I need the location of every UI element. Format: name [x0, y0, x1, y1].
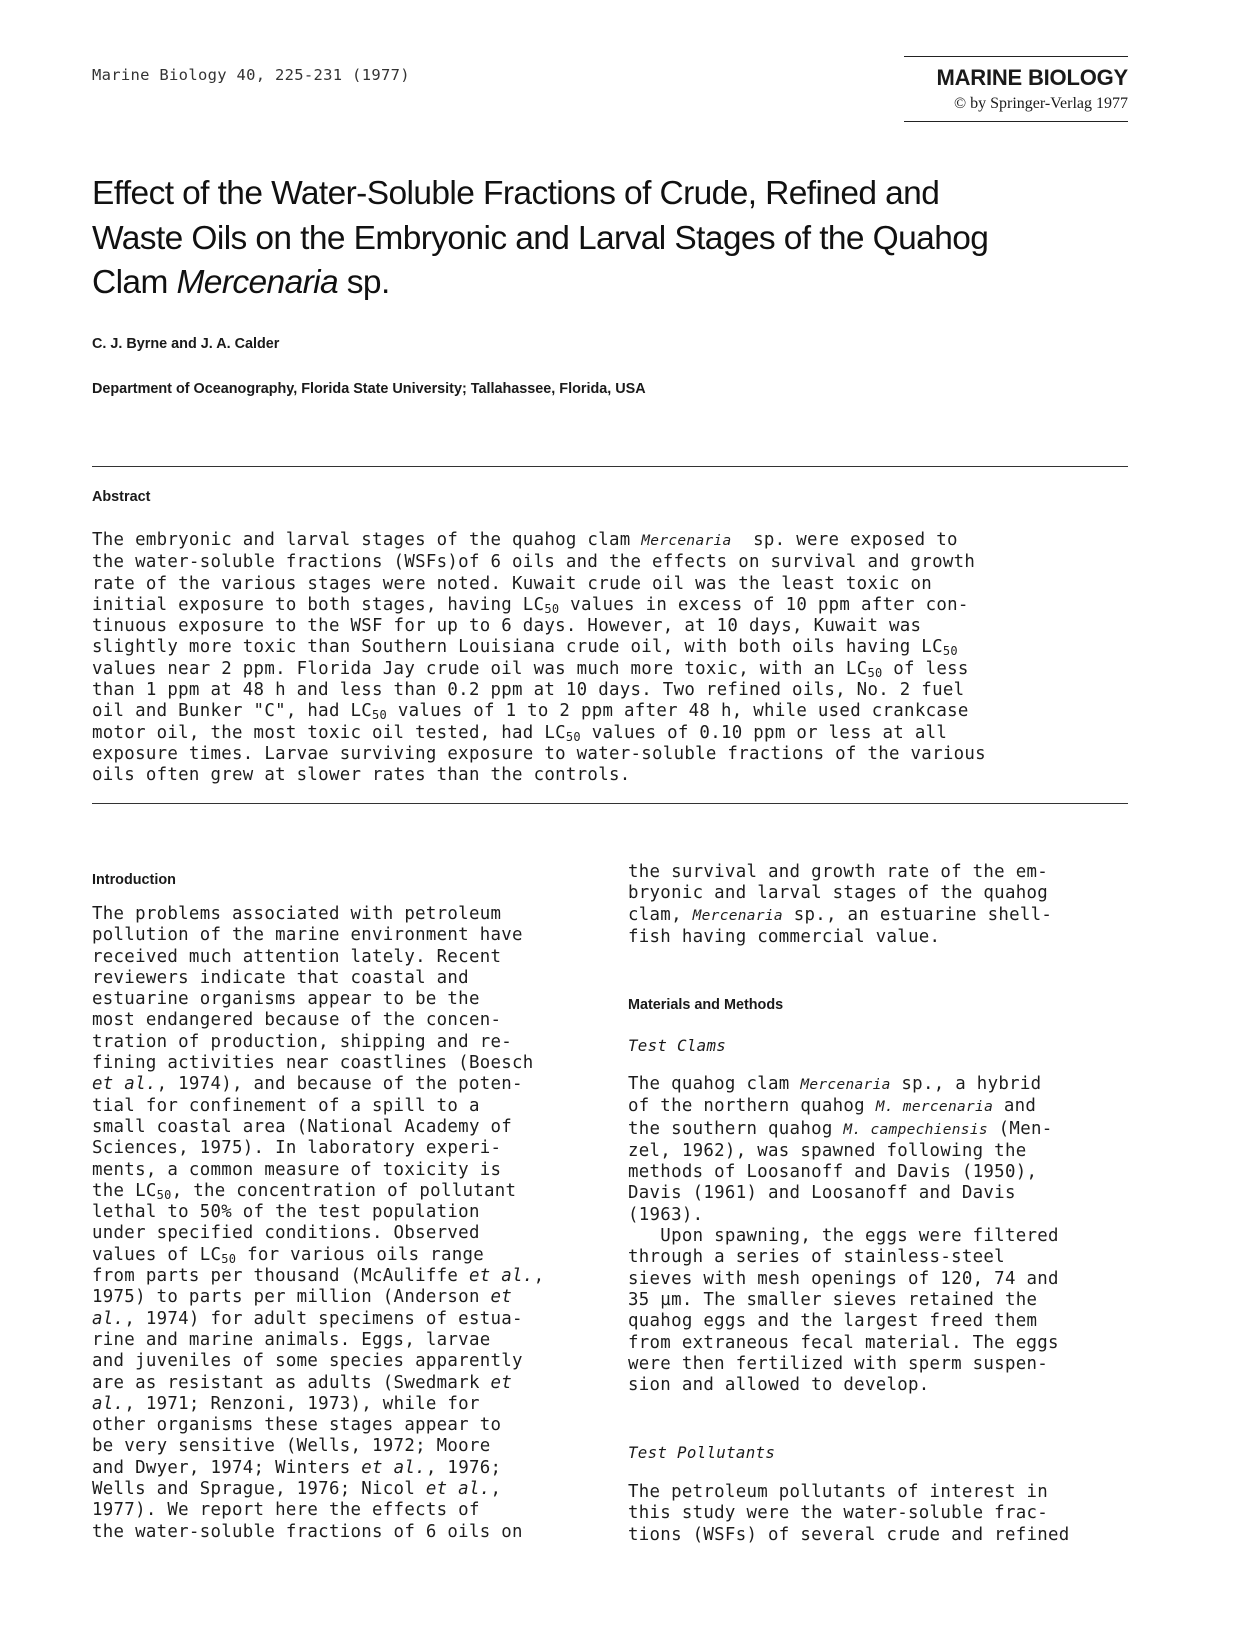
intro-line: ments, a common measure of toxicity is — [92, 1159, 502, 1180]
methods-line: Upon spawning, the eggs were filtered — [628, 1226, 1059, 1247]
intro-line: pollution of the marine environment have — [92, 925, 523, 946]
methods-text: of the northern quahog — [628, 1096, 876, 1117]
authors: C. J. Byrne and J. A. Calder — [92, 336, 280, 352]
subscript: 50 — [221, 1251, 237, 1266]
methods-line: Davis (1961) and Loosanoff and Davis — [628, 1183, 1016, 1204]
journal-top-rule — [904, 56, 1128, 57]
methods-line: zel, 1962), was spawned following the — [628, 1140, 1027, 1161]
journal-name: MARINE BIOLOGY — [936, 65, 1128, 90]
abstract-line — [92, 595, 1152, 616]
abstract-text: of less — [882, 658, 969, 679]
intro-line — [92, 1266, 612, 1287]
intro-text: , the concentration of pollutant — [171, 1180, 517, 1201]
methods-line: this study were the water-soluble frac- — [628, 1503, 1049, 1524]
methods-line — [628, 1119, 1148, 1141]
intro-text: values of LC — [92, 1244, 222, 1265]
title-suffix: sp. — [338, 264, 390, 301]
methods-line: (1963). — [628, 1204, 704, 1225]
intro-line: the water-soluble fractions of 6 oils on — [92, 1521, 523, 1542]
abstract-text: sp. were exposed to — [731, 530, 958, 550]
abstract-text: initial exposure to both stages, having LC — [92, 594, 545, 615]
intro-line: under specified conditions. Observed — [92, 1223, 480, 1244]
intro-line: received much attention lately. Recent — [92, 946, 502, 967]
abstract-text: values of 0.10 ppm or less at all — [580, 722, 948, 743]
test-pollutants-subheading: Test Pollutants — [628, 1443, 776, 1462]
methods-line — [628, 1074, 1148, 1096]
abstract-text: motor oil, the most toxic oil tested, had LC — [92, 722, 566, 743]
abstract-text: oil and Bunker "C", had LC — [92, 701, 373, 722]
journal-bottom-rule — [904, 121, 1128, 122]
abstract-text: values near 2 ppm. Florida Jay crude oil was much more toxic, with an LC — [92, 658, 868, 679]
intro-text: , 1976; — [425, 1457, 502, 1478]
intro-continuation — [628, 862, 1148, 948]
abstract-text: values of 1 to 2 ppm after 48 h, while used crankcase — [387, 701, 969, 722]
methods-text: sp., a hybrid — [890, 1074, 1042, 1094]
italic-text: et al. — [361, 1457, 426, 1478]
intro-line: reviewers indicate that coastal and — [92, 967, 469, 988]
paper-title — [92, 172, 1152, 306]
intro-text: the LC — [92, 1180, 157, 1201]
methods-line: quahog eggs and the largest freed them — [628, 1311, 1038, 1332]
intro-text: are as resistant as adults (Swedmark — [92, 1372, 491, 1393]
intro-line: be very sensitive (Wells, 1972; Moore — [92, 1436, 491, 1457]
intro-line — [92, 1181, 612, 1202]
abstract-text: values in excess of 10 ppm after con- — [559, 594, 969, 615]
title-line-1: Effect of the Water-Soluble Fractions of Crude, Refined and — [92, 175, 940, 212]
journal-citation: Marine Biology 40, 225-231 (1977) — [92, 66, 410, 84]
intro-text: clam, — [628, 904, 693, 925]
methods-heading: Materials and Methods — [628, 997, 784, 1013]
intro-line: Sciences, 1975). In laboratory experi- — [92, 1138, 502, 1159]
italic-text: M. mercenaria — [875, 1099, 994, 1116]
intro-line: lethal to 50% of the test population — [92, 1202, 480, 1223]
test-pollutants-body — [628, 1482, 1148, 1546]
introduction-body — [92, 904, 612, 1543]
abstract-line — [92, 723, 1152, 744]
intro-text: , — [533, 1266, 545, 1287]
italic-text: al. — [92, 1308, 125, 1329]
italic-text: et al. — [425, 1479, 491, 1500]
introduction-heading: Introduction — [92, 872, 176, 888]
methods-line: tions (WSFs) of several crude and refined — [628, 1524, 1070, 1545]
methods-text: The quahog clam — [628, 1074, 801, 1094]
intro-line: The problems associated with petroleum — [92, 904, 502, 924]
subscript: 50 — [942, 644, 958, 659]
intro-line: fish having commercial value. — [628, 926, 941, 947]
intro-text: from parts per thousand (McAuliffe — [92, 1266, 469, 1287]
title-line-3 — [92, 261, 1152, 306]
methods-text: the southern quahog — [628, 1118, 844, 1139]
abstract-line: exposure times. Larvae surviving exposure to water-soluble fractions of the various — [92, 743, 986, 764]
intro-line: tration of production, shipping and re- — [92, 1031, 513, 1052]
intro-line — [92, 1309, 612, 1330]
intro-line: the survival and growth rate of the em- — [628, 862, 1049, 882]
intro-line: rine and marine animals. Eggs, larvae — [92, 1329, 491, 1350]
intro-line: fining activities near coastlines (Boesch — [92, 1053, 534, 1074]
intro-line: and juveniles of some species apparently — [92, 1351, 523, 1372]
intro-line — [628, 905, 1148, 927]
methods-line: sion and allowed to develop. — [628, 1375, 930, 1396]
abstract-text: slightly more toxic than Southern Louisiana crude oil, with both oils having LC — [92, 637, 943, 658]
methods-line: from extraneous fecal material. The eggs — [628, 1332, 1059, 1353]
italic-text: al. — [92, 1393, 125, 1414]
methods-line: through a series of stainless-steel — [628, 1247, 1005, 1268]
intro-text: , 1974), and because of the poten- — [156, 1074, 523, 1095]
affiliation: Department of Oceanography, Florida State University; Tallahassee, Florida, USA — [92, 381, 646, 397]
abstract-line — [92, 659, 1152, 680]
intro-text: , 1971; Renzoni, 1973), while for — [124, 1393, 480, 1414]
italic-text: et — [490, 1372, 513, 1393]
intro-text: 1975) to parts per million (Anderson — [92, 1287, 491, 1308]
italic-text: Mercenaria — [800, 1077, 891, 1093]
methods-line: 35 µm. The smaller sieves retained the — [628, 1289, 1038, 1310]
intro-line: tial for confinement of a spill to a — [92, 1095, 480, 1116]
methods-line — [628, 1096, 1148, 1118]
methods-line: methods of Loosanoff and Davis (1950), — [628, 1162, 1038, 1183]
subscript: 50 — [565, 729, 581, 744]
abstract-line — [92, 530, 1152, 552]
intro-line — [92, 1074, 612, 1095]
intro-text: , — [490, 1479, 502, 1500]
methods-text: and — [993, 1096, 1037, 1117]
intro-text: sp., an estuarine shell- — [782, 904, 1053, 925]
intro-text: for various oils range — [236, 1244, 485, 1265]
intro-line — [92, 1245, 612, 1266]
italic-text: Mercenaria — [692, 907, 783, 924]
intro-line: most endangered because of the concen- — [92, 1010, 502, 1031]
journal-copyright: © by Springer-Verlag 1977 — [953, 95, 1128, 112]
title-prefix: Clam — [92, 264, 177, 301]
intro-line: estuarine organisms appear to be the — [92, 989, 480, 1010]
intro-text: and Dwyer, 1974; Winters — [92, 1457, 362, 1478]
intro-text: , 1974) for adult specimens of estua- — [124, 1308, 523, 1329]
subscript: 50 — [544, 601, 560, 616]
italic-text: M. campechiensis — [843, 1121, 988, 1138]
methods-text: (Men- — [987, 1118, 1053, 1139]
abstract-line: the water-soluble fractions (WSFs)of 6 oils and the effects on survival and growth — [92, 552, 976, 573]
subscript: 50 — [372, 708, 388, 723]
abstract-line: oils often grew at slower rates than the controls. — [92, 765, 631, 786]
intro-line: 1977). We report here the effects of — [92, 1500, 480, 1521]
abstract-line — [92, 637, 1152, 658]
journal-box — [904, 56, 1128, 122]
abstract-line: than 1 ppm at 48 h and less than 0.2 ppm at 10 days. Two refined oils, No. 2 fuel — [92, 680, 965, 701]
italic-text: et — [490, 1287, 513, 1308]
methods-line: were then fertilized with sperm suspen- — [628, 1353, 1049, 1374]
abstract-line: rate of the various stages were noted. Kuwait crude oil was the least toxic on — [92, 573, 933, 594]
intro-line — [92, 1373, 612, 1394]
intro-text: Wells and Sprague, 1976; Nicol — [92, 1479, 426, 1500]
abstract-body — [92, 530, 1152, 787]
abstract-text: The embryonic and larval stages of the quahog clam — [92, 530, 642, 550]
intro-line — [92, 1479, 612, 1500]
abstract-genus: Mercenaria — [641, 533, 732, 549]
abstract-line: tinuous exposure to the WSF for up to 6 days. However, at 10 days, Kuwait was — [92, 616, 922, 637]
methods-line: The petroleum pollutants of interest in — [628, 1482, 1049, 1502]
subscript: 50 — [867, 665, 883, 680]
title-genus: Mercenaria — [176, 264, 339, 301]
abstract-top-rule — [92, 466, 1128, 467]
intro-line — [92, 1287, 612, 1308]
intro-line — [92, 1394, 612, 1415]
intro-line: other organisms these stages appear to — [92, 1415, 502, 1436]
methods-line: sieves with mesh openings of 120, 74 and — [628, 1268, 1059, 1289]
italic-text: et al. — [92, 1074, 157, 1095]
abstract-heading: Abstract — [92, 489, 151, 505]
intro-line — [92, 1458, 612, 1479]
test-clams-subheading: Test Clams — [628, 1036, 727, 1055]
title-line-2: Waste Oils on the Embryonic and Larval Stages of the Quahog — [92, 219, 989, 257]
intro-line: small coastal area (National Academy of — [92, 1116, 513, 1137]
test-clams-body — [628, 1074, 1148, 1396]
subscript: 50 — [156, 1187, 172, 1202]
abstract-bottom-rule — [92, 803, 1128, 804]
italic-text: et al. — [468, 1266, 534, 1287]
intro-line: bryonic and larval stages of the quahog — [628, 883, 1049, 904]
abstract-line — [92, 701, 1152, 722]
